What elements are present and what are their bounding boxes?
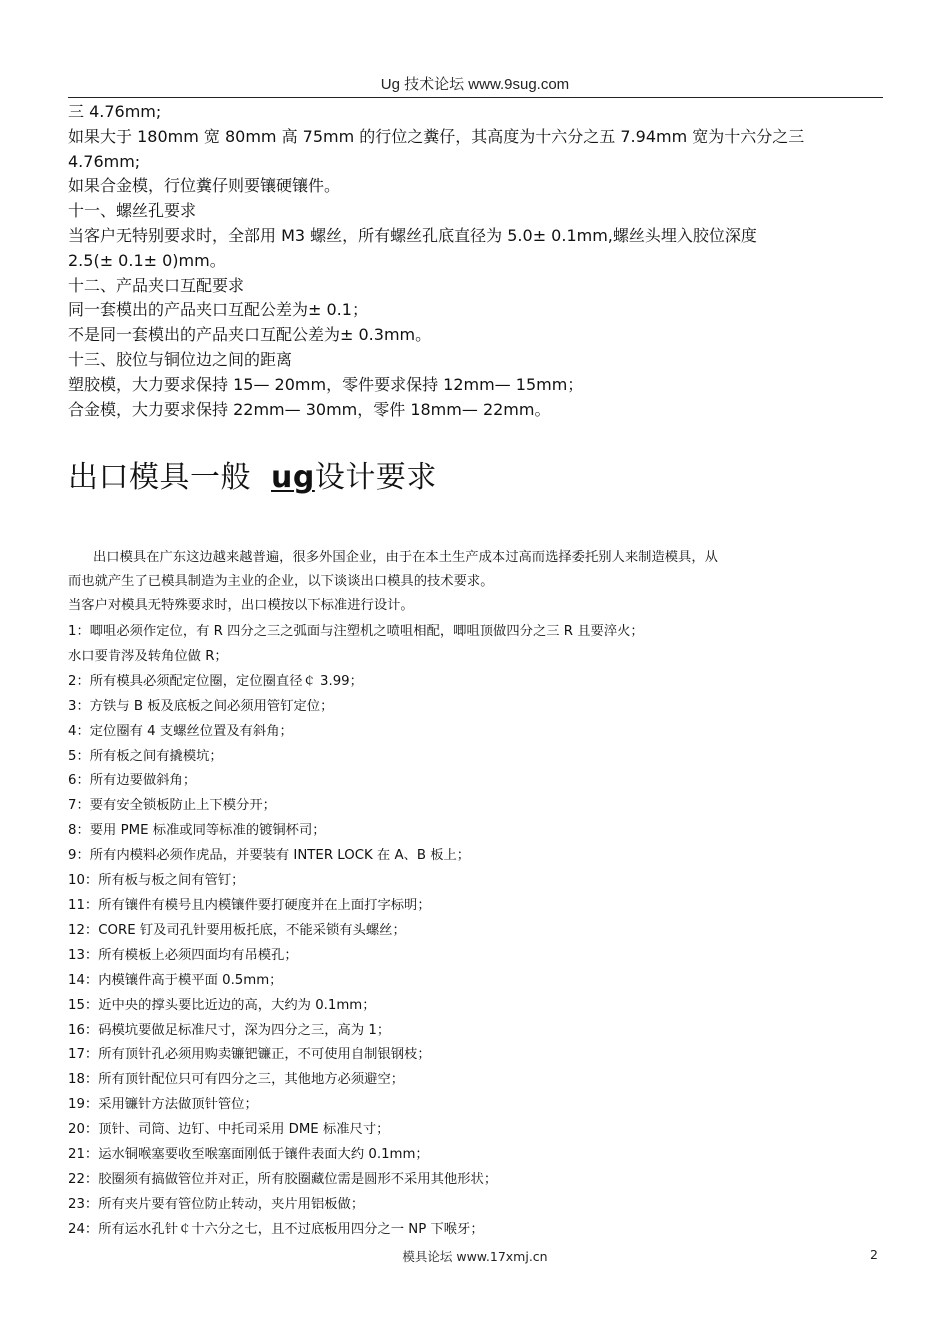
heading-part-2: 设计要求 <box>314 460 437 495</box>
header-divider <box>68 97 883 98</box>
list-item: 12：CORE 钉及司孔针要用板托底，不能采锁有头螺丝； <box>68 922 406 938</box>
page-footer: 模具论坛 www.17xmj.cn <box>402 1249 548 1264</box>
text-line: 三 4.76mm; <box>68 102 162 121</box>
heading-emphasis: ug <box>271 460 315 495</box>
list-item: 20：顶针、司筒、边钉、中托司采用 DME 标准尺寸； <box>68 1122 390 1138</box>
list-item: 11：所有镶件有模号且内模镶件要打硬度并在上面打字标明； <box>68 897 431 913</box>
list-item: 18：所有顶针配位只可有四分之三，其他地方必须避空； <box>68 1072 405 1088</box>
top-section <box>68 100 888 422</box>
list-item: 2：所有模具必须配定位圈，定位圈直径￠ 3.99； <box>68 673 363 689</box>
heading-part-1: 出口模具一般 <box>68 460 251 495</box>
list-item: 13：所有模板上必须四面均有吊模孔； <box>68 947 298 963</box>
list-item: 5：所有板之间有撬模坑； <box>68 748 223 764</box>
list-item: 9：所有内模料必须作虎品，并要装有 INTER LOCK 在 A、B 板上； <box>68 848 471 864</box>
list-item: 19：采用镰针方法做顶针管位； <box>68 1097 258 1113</box>
list-item: 16：码模坑要做足标准尺寸，深为四分之三，高为 1； <box>68 1022 391 1038</box>
list-item: 10：所有板与板之间有管钉； <box>68 873 245 889</box>
text-line: 合金模，大力要求保持 22mm— 30mm，零件 18mm— 22mm。 <box>68 399 551 419</box>
list-item: 23：所有夹片要有管位防止转动，夹片用铝板做； <box>68 1196 365 1212</box>
text-line: 如果大于 180mm 宽 80mm 高 75mm 的行位之糞仔，其高度为十六分之五 7.94mm 宽为十六分之三 <box>68 126 805 146</box>
text-line: 2.5(± 0.1± 0)mm。 <box>68 250 226 270</box>
list-item: 22：胶圈须有搞做管位并对正，所有胶圈藏位需是圆形不采用其他形状； <box>68 1171 498 1187</box>
list-item: 14：内模镶件高于模平面 0.5mm； <box>68 972 283 988</box>
list-item: 15：近中央的撑头要比近边的高，大约为 0.1mm； <box>68 997 376 1013</box>
text-line: 出口模具在广东这边越来越普遍，很多外国企业，由于在本土生产成本过高而选择委托别人来制造模具，从 <box>93 550 718 565</box>
list-item: 24：所有运水孔针￠十六分之七，且不过底板用四分之一 NP 下喉牙； <box>68 1221 484 1237</box>
text-line: 而也就产生了已模具制造为主业的企业，以下谈谈出口模具的技术要求。 <box>68 574 494 589</box>
list-item: 1：唧咀必须作定位，有 R 四分之三之弧面与注塑机之喷咀相配，唧咀顶做四分之三 R 且要淬火； <box>68 624 644 639</box>
text-line: 不是同一套模出的产品夹口互配公差为± 0.3mm。 <box>68 325 432 345</box>
list-item: 8：要用 PME 标准或同等标准的镀铜杯司； <box>68 823 326 839</box>
text-line: 塑胶模，大力要求保持 15— 20mm，零件要求保持 12mm— 15mm； <box>68 374 584 394</box>
text-line: 4.76mm; <box>68 151 141 171</box>
page-header: Ug 技术论坛 www.9sug.com <box>380 76 570 93</box>
intro-paragraph <box>68 546 888 618</box>
section-heading-13: 十三、胶位与铜位边之间的距离 <box>68 349 293 369</box>
section-heading-12: 十二、产品夹口互配要求 <box>68 275 245 295</box>
list-item: 3：方铁与 B 板及底板之间必须用管钉定位； <box>68 698 334 714</box>
list-item: 6：所有边要做斜角； <box>68 773 197 789</box>
section-heading-11: 十一、螺丝孔要求 <box>68 201 197 221</box>
text-line: 当客户对模具无特殊要求时，出口模按以下标准进行设计。 <box>68 598 414 613</box>
list-item: 水口要肯涔及转角位做 R； <box>68 648 228 664</box>
list-item: 21：运水铜喉塞要收至喉塞面刚低于镶件表面大约 0.1mm； <box>68 1147 429 1163</box>
text-line: 如果合金模，行位糞仔则要镶硬镶件。 <box>68 176 341 196</box>
text-line: 当客户无特别要求时，全部用 M3 螺丝，所有螺丝孔底直径为 5.0± 0.1mm,螺丝头埋入胶位深度 <box>68 225 757 245</box>
main-heading <box>68 452 437 496</box>
text-line: 同一套模出的产品夹口互配公差为± 0.1； <box>68 300 368 320</box>
list-item: 17：所有顶针孔必须用购卖镰钯镰正，不可使用自制银钢枝； <box>68 1047 431 1063</box>
list-item: 7：要有安全锁板防止上下模分开； <box>68 798 276 814</box>
page-number: 2 <box>870 1247 878 1262</box>
list-item: 4：定位圈有 4 支螺丝位置及有斜角； <box>68 723 293 739</box>
requirements-list <box>68 620 888 1243</box>
